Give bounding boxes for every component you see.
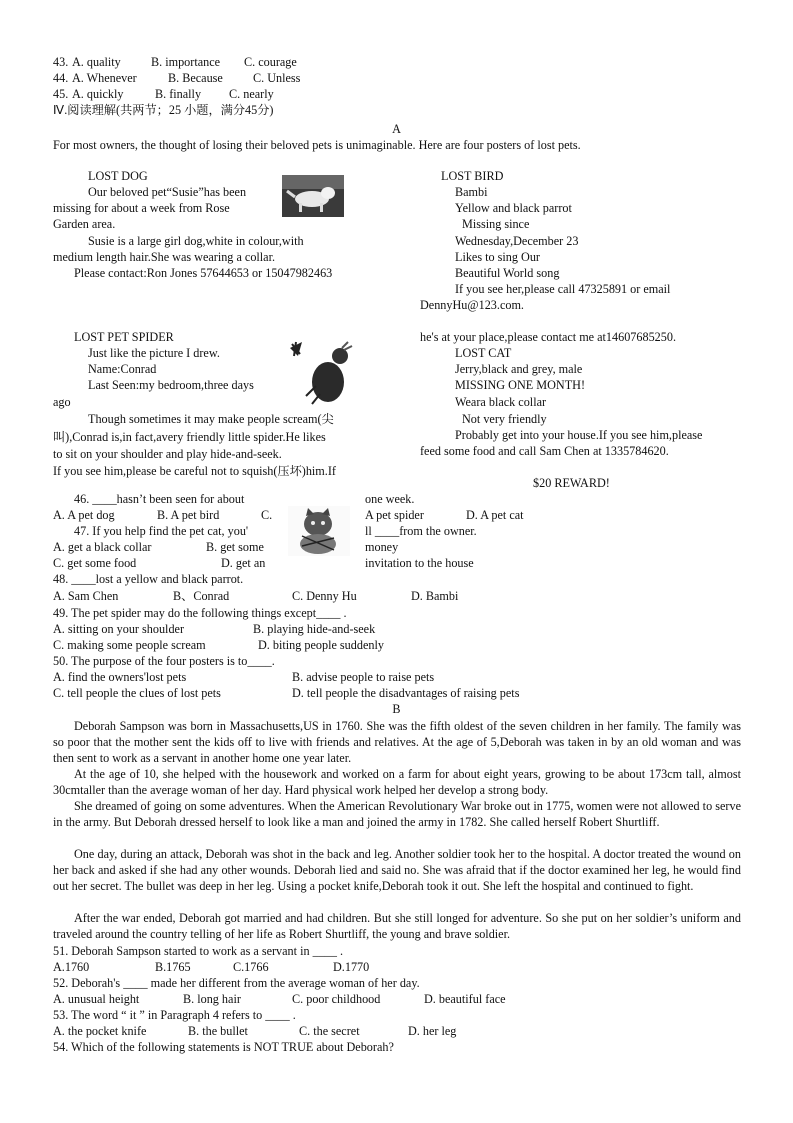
dog-picture (282, 175, 344, 217)
q43-option-b: B. importance (151, 55, 221, 69)
lost-dog-line: missing for about a week from Rose (53, 201, 230, 215)
q44-option-c: C. Unless (253, 71, 301, 85)
q52-option-a: A. unusual height (53, 992, 140, 1006)
q53-stem: 53. The word “ it ” in Paragraph 4 refers to ____ . (53, 1008, 296, 1022)
lost-dog-line: medium length hair.She was wearing a collar. (53, 250, 276, 264)
q46-stem: one week. (365, 492, 415, 506)
q50-option-a: A. find the owners'lost pets (53, 670, 187, 684)
lost-cat-reward: $20 REWARD! (533, 476, 610, 490)
q48-option-a: A. Sam Chen (53, 589, 119, 603)
q44-num: 44. (53, 71, 69, 85)
q48-option-b: B、Conrad (173, 589, 230, 603)
q46-option-c-text: A pet spider (365, 508, 424, 522)
q46-option-a: A. A pet dog (53, 508, 115, 522)
lost-spider-line: 叫),Conrad is,in fact,avery friendly little spider.He likes (53, 430, 326, 444)
q50-stem: 50. The purpose of the four posters is to____. (53, 654, 275, 668)
q47-stem: 47. If you help find the pet cat, you' (74, 524, 249, 538)
q43-option-a: A. quality (72, 55, 121, 69)
q47-option-b-text: money (365, 540, 399, 554)
q52-option-d: D. beautiful face (424, 992, 506, 1006)
lost-spider-line: Name:Conrad (88, 362, 157, 376)
lost-dog-line: Please contact:Ron Jones 57644653 or 15047982463 (74, 266, 333, 280)
q45-option-a: A. quickly (72, 87, 124, 101)
lost-spider-line: he's at your place,please contact me at14607685250. (420, 330, 677, 344)
lost-dog-line: Garden area. (53, 217, 116, 231)
q49-option-b: B. playing hide-and-seek (253, 622, 376, 636)
q49-option-c: C. making some people scream (53, 638, 206, 652)
lost-bird-line: Bambi (455, 185, 488, 199)
q45-num: 45. (53, 87, 69, 101)
q49-stem: 49. The pet spider may do the following things except____ . (53, 606, 347, 620)
q45-option-b: B. finally (155, 87, 202, 101)
lost-bird-line: Missing since (462, 217, 530, 231)
q44-option-a: A. Whenever (72, 71, 137, 85)
q44-option-b: B. Because (168, 71, 223, 85)
lost-bird-line: Yellow and black parrot (455, 201, 572, 215)
lost-bird-line: Likes to sing Our (455, 250, 540, 264)
q53-option-c: C. the secret (299, 1024, 360, 1038)
lost-cat-line: Probably get into your house.If you see him,please (455, 428, 703, 442)
lost-bird-line: Wednesday,December 23 (455, 234, 579, 248)
q53-option-d: D. her leg (408, 1024, 457, 1038)
lost-spider-line: If you see him,please be careful not to squish(压坏)him.If (53, 464, 336, 478)
q51-option-a: A.1760 (53, 960, 90, 974)
lost-spider-line: Though sometimes it may make people scream(尖 (88, 412, 334, 426)
q50-option-c: C. tell people the clues of lost pets (53, 686, 221, 700)
q48-stem: 48. ____lost a yellow and black parrot. (53, 572, 244, 586)
q49-option-d: D. biting people suddenly (258, 638, 384, 652)
lost-bird-title: LOST BIRD (441, 169, 504, 183)
spider-illustration (286, 336, 356, 406)
q50-option-b: B. advise people to raise pets (292, 670, 435, 684)
cat-picture (288, 506, 350, 556)
q43-option-c: C. courage (244, 55, 297, 69)
q46-stem: 46. ____hasn’t been seen for about (74, 492, 245, 506)
q51-stem: 51. Deborah Sampson started to work as a servant in ____ . (53, 944, 344, 958)
lost-dog-line: Susie is a large girl dog,white in colour,with (88, 234, 304, 248)
q47-option-b: B. get some (206, 540, 264, 554)
q47-option-a: A. get a black collar (53, 540, 152, 554)
q49-option-a: A. sitting on your shoulder (53, 622, 185, 636)
q45-option-c: C. nearly (229, 87, 274, 101)
lost-spider-line: Last Seen:my bedroom,three days (88, 378, 254, 392)
q52-stem: 52. Deborah's ____ made her different from the average woman of her day. (53, 976, 420, 990)
dog-illustration (282, 175, 344, 217)
q53-option-a: A. the pocket knife (53, 1024, 147, 1038)
lost-cat-line: Jerry,black and grey, male (455, 362, 583, 376)
q51-option-c: C.1766 (233, 960, 269, 974)
q47-stem: ll ____from the owner. (365, 524, 477, 538)
lost-spider-line: to sit on your shoulder and play hide-and-seek. (53, 447, 282, 461)
passage-paragraph: Deborah Sampson was born in Massachusetts,US in 1760. She was the fifth oldest of the seven children in her family. The family was so poor that the mother sent the kids off to live with friends and relatives. At the age of 5,Deborah was taken in by an old woman and was then sent to work as a servant in another home one year later. (53, 719, 741, 765)
q46-option-d: D. A pet cat (466, 508, 524, 522)
q47-option-d: D. get an (221, 556, 266, 570)
q50-option-d: D. tell people the disadvantages of raising pets (292, 686, 520, 700)
part-a-intro: For most owners, the thought of losing their beloved pets is unimaginable. Here are four posters of lost pets. (53, 138, 581, 152)
passage-paragraph: After the war ended, Deborah got married and had children. But she still longed for adventure. So she put on her soldier’s uniform and traveled around the country telling of her life as Robert Shurtliff, the young and brave soldier. (53, 911, 741, 941)
passage-paragraph: At the age of 10, she helped with the housework and worked on a farm for about eight years, growing to be about 173cm tall, almost 30cmtaller than the average woman of her day. Hard physical work helped her develop a strong body. (53, 767, 741, 797)
lost-cat-title: LOST CAT (455, 346, 512, 360)
section-heading: Ⅳ.阅读理解(共两节；25 小题，满分45分) (53, 103, 274, 117)
spider-drawing (286, 336, 356, 406)
q51-option-d: D.1770 (333, 960, 370, 974)
q47-option-d-text: invitation to the house (365, 556, 474, 570)
q43-num: 43. (53, 55, 69, 69)
lost-bird-line: If you see her,please call 47325891 or email (455, 282, 671, 296)
q52-option-c: C. poor childhood (292, 992, 381, 1006)
lost-spider-line: Just like the picture I drew. (88, 346, 220, 360)
cat-illustration (288, 506, 350, 556)
q53-option-b: B. the bullet (188, 1024, 248, 1038)
lost-cat-line: MISSING ONE MONTH! (455, 378, 585, 392)
q52-option-b: B. long hair (183, 992, 241, 1006)
q54-stem: 54. Which of the following statements is NOT TRUE about Deborah? (53, 1040, 394, 1054)
lost-cat-line: Weara black collar (455, 395, 547, 409)
q47-option-c: C. get some food (53, 556, 137, 570)
q46-option-c: C. (261, 508, 273, 522)
lost-spider-line: ago (53, 395, 71, 409)
q48-option-c: C. Denny Hu (292, 589, 357, 603)
passage-paragraph: She dreamed of going on some adventures. When the American Revolutionary War broke out in 1775, women were not allowed to serve in the army. But Deborah dressed herself to look like a man and joined the army in 1782. She called herself Robert Shurtliff. (53, 799, 741, 829)
q46-option-b: B. A pet bird (157, 508, 220, 522)
lost-dog-line: Our beloved pet“Susie”has been (88, 185, 247, 199)
lost-bird-line: DennyHu@123.com. (420, 298, 524, 312)
lost-spider-title: LOST PET SPIDER (74, 330, 174, 344)
lost-bird-line: Beautiful World song (455, 266, 560, 280)
lost-cat-line: feed some food and call Sam Chen at 1335784620. (420, 444, 669, 458)
q48-option-d: D. Bambi (411, 589, 459, 603)
part-a-label: A (392, 122, 401, 136)
lost-cat-line: Not very friendly (462, 412, 547, 426)
part-b-label: B (392, 702, 401, 716)
q51-option-b: B.1765 (155, 960, 191, 974)
passage-paragraph: One day, during an attack, Deborah was shot in the back and leg. Another soldier took her to the hospital. A doctor treated the wound on her back and asked if she had any other wounds. Deborah lied and said no. She was afraid that if the doctor examined her leg, he would find out her secret. The bullet was deep in her leg. Using a pocket knife,Deborah took it out. She left the hospital and continued to fight. (53, 847, 741, 893)
lost-dog-title: LOST DOG (88, 169, 148, 183)
